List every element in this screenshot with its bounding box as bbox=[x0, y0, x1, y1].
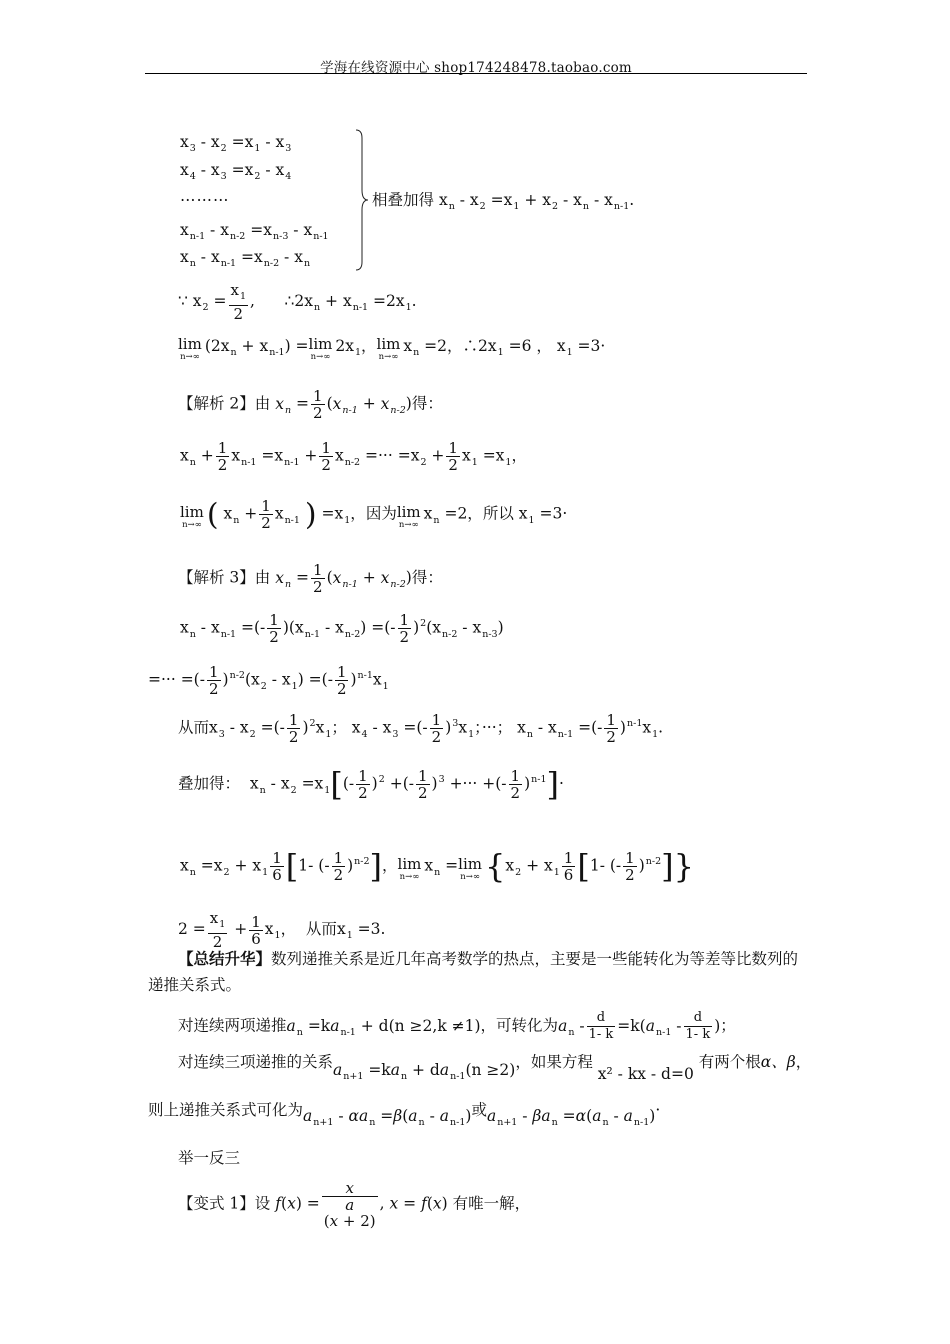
roots: α、β bbox=[760, 1053, 796, 1071]
solution-3-eq-2: =··· =(- $\frac{1}{2}$ )$^{n-2}(x_2 - x_1)$ =(- $\frac{1}{2}$ )$^{n-1}x_1$ bbox=[148, 663, 389, 698]
right-brace bbox=[354, 128, 370, 272]
because-label: 因为 bbox=[365, 504, 397, 523]
solution-3-xn: $x_n =x_2 + x_1$ $\frac{1}{6}$ [1- (- $\frac{1}{2}$ )$^{n-2}$]， lim n→∞ $x_n$ = lim n→∞ {$x_2 + x_1$ $\frac{1}{6}$ [1- (- $\frac{1}{2}$ )$^{n-2}$]} bbox=[180, 847, 694, 886]
practice-heading: 举一反三 bbox=[178, 1149, 241, 1167]
page-header: 学海在线资源中心 shop174248478.taobao.com bbox=[320, 60, 632, 76]
unique-label: 有唯一解， bbox=[452, 1194, 531, 1213]
two-term-label-b: ，可转化为 bbox=[480, 1016, 559, 1035]
solution-2-heading: 【解析 2】由 $x_n$ = $\frac{1}{2}$ $(x_{n-1} + x_{n-2})$得： bbox=[178, 387, 443, 422]
from-then-label: 从而 bbox=[305, 920, 337, 938]
solution-3-eq-1: $x_n - x_{n-1}$ =(- $\frac{1}{2}$ )$(x_{n-1} - x_{n-2})$ =(- $\frac{1}{2}$ )$^2(x_{n-2} - x_{n-3})$ bbox=[180, 611, 504, 646]
get-label-2: 得： bbox=[411, 568, 443, 587]
summary-paragraph bbox=[148, 946, 810, 998]
get-label: 得： bbox=[411, 394, 443, 413]
two-term-line: 对连续两项递推$a_n =ka_{n-1} + d(n \ge 2,k \ne 1)$，可转化为$a_n$ - $\frac{d}{1- k}$ $=k(a_{n-1}$ - $\frac{d}{1- k}$ )； bbox=[178, 1010, 736, 1042]
three-term-line: 对连续三项递推的关系$a_{n+1} =ka_n + da_{n-1}(n \ge 2)$，如果方程 x² - kx - d=0 有两个根α、β， bbox=[178, 1053, 812, 1083]
by-label-2: 由 bbox=[254, 568, 271, 587]
eq-row-2: $x_4 - x_3 =x_2 - x_4$ bbox=[180, 161, 292, 182]
solution-3-thus: 从而$x_3 - x_2$ =(- $\frac{1}{2}$ )$^2x_1$； $x_4 - x_3$ =(- $\frac{1}{2}$ )$^3x_1$；···； $x_n - x_{n-1}$ =(- $\frac{1}{2}$ )$^{n-1}x_1$. bbox=[178, 711, 664, 746]
solution-3-tag: 【解析 3】 bbox=[178, 568, 255, 587]
by-label: 由 bbox=[254, 394, 271, 413]
solution-2-tag: 【解析 2】 bbox=[178, 394, 255, 413]
add-result-line: 相叠加得 $x_n - x_2 =x_1 + x_2 - x_n - x_{n-1}$. bbox=[372, 191, 635, 212]
header-rule bbox=[145, 73, 807, 74]
add-get-label: 叠加得： bbox=[178, 774, 241, 793]
or-label: 或 bbox=[471, 1101, 487, 1119]
eq-row-1: $x_3 - x_2 =x_1 - x_3$ bbox=[180, 133, 292, 154]
variant-1-tag: 【变式 1】 bbox=[178, 1194, 255, 1213]
solution-2-limit: lim n→∞ ( $x_n$ + $\frac{1}{2}$ $x_{n-1}$ ) $=x_1$，因为 lim n→∞ $x_n =2$，所以 $x_1 =3\cdot$ bbox=[180, 497, 568, 533]
summary-text: 数列递推关系是近几年高考数学的热点，主要是一些能转化为等差等比数列的递推关系式。 bbox=[148, 950, 799, 994]
then-line: 则上递推关系式可化为$a_{n+1} - \alpha a_n =\beta(a_n - a_{n-1})$或$a_{n+1} - \beta a_n =\alpha(a_n - a_{n-1})\cdot$ bbox=[148, 1101, 661, 1128]
because-line: ∵ $x_2$ = $\frac{x_1}{2}$ , $\therefore 2x_n + x_{n-1} =2x_1$. bbox=[178, 281, 417, 323]
variant-1-line: 【变式 1】设 f(x) = x a (x + 2) , x = f(x) 有唯一解， bbox=[178, 1179, 531, 1230]
solution-3-heading: 【解析 3】由 $x_n$ = $\frac{1}{2}$ $(x_{n-1} + x_{n-2})$得： bbox=[178, 561, 443, 596]
so-label: 所以 bbox=[482, 504, 514, 523]
eq-row-3: $x_{n-1} - x_{n-2} =x_{n-3} - x_{n-1}$ bbox=[180, 221, 329, 242]
eq-row-4: $x_n - x_{n-1} =x_{n-2} - x_n$ bbox=[180, 248, 311, 269]
limit-line-1: lim n→∞ $(2x_n + x_{n-1})$ = lim n→∞ $2x_1$， lim n→∞ $x_n =2$，$\therefore 2x_1 =6$ ， $x_1 =3\cdot$ bbox=[178, 335, 606, 362]
two-term-label-a: 对连续两项递推 bbox=[178, 1016, 287, 1035]
thus-label: 从而 bbox=[178, 718, 210, 737]
then-label: 则上递推关系式可化为 bbox=[148, 1101, 304, 1119]
let-label: 设 bbox=[254, 1194, 271, 1213]
three-term-label-a: 对连续三项递推的关系 bbox=[178, 1053, 334, 1071]
add-result-label: 相叠加得 bbox=[372, 191, 435, 209]
quadratic-equation: x² - kx - d=0 bbox=[597, 1065, 694, 1083]
solution-3-add: 叠加得： $x_n - x_2 =x_1[(-$ $\frac{1}{2}$ )$^2$ +(- $\frac{1}{2}$ )$^3$ +··· +(- $\frac{1}{2}$ )$^{n-1}$]· bbox=[178, 765, 564, 804]
three-term-label-c: 有两个根 bbox=[698, 1053, 761, 1071]
summary-tag: 【总结升华】 bbox=[178, 949, 272, 968]
solution-2-eq: $x_n$ + $\frac{1}{2}$ $x_{n-1} =x_{n-1}$ + $\frac{1}{2}$ $x_{n-2}$ =··· $=x_2$ + $\frac{1}{2}$ $x_1 =x_1$， bbox=[180, 439, 527, 474]
solution-3-final: 2 = $\frac{x_1}{2}$ + $\frac{1}{6}$ $x_1$， 从而$x_1 =3$. bbox=[178, 909, 386, 951]
eq-row-dots: ……… bbox=[180, 187, 230, 205]
three-term-label-b: ，如果方程 bbox=[515, 1053, 593, 1071]
